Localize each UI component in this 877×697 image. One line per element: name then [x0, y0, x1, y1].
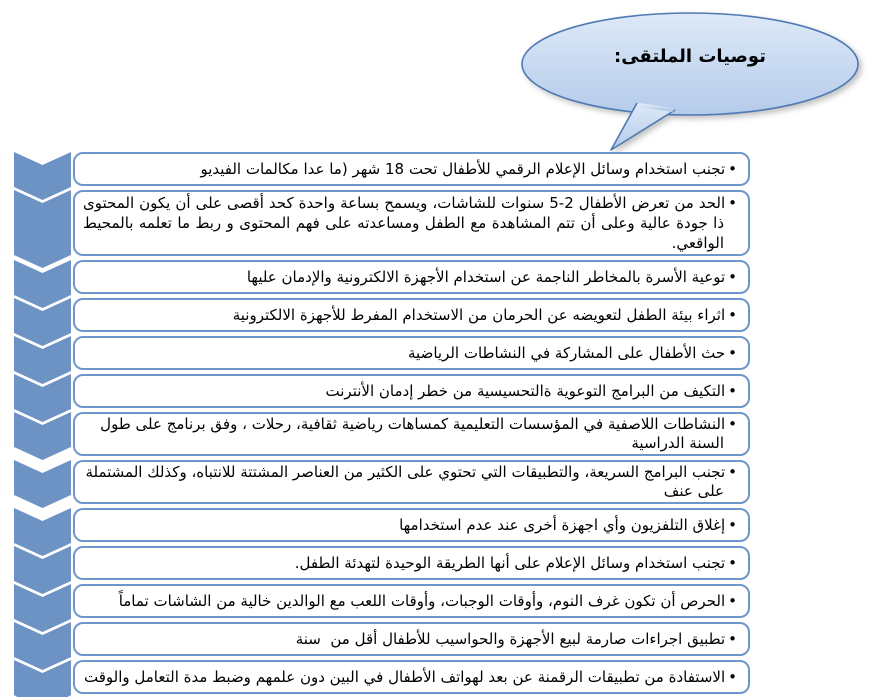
list-item-box — [73, 374, 750, 408]
chevron-down-icon — [14, 412, 71, 463]
list-item — [14, 584, 750, 618]
list-item-text: •توعية الأسرة بالمخاطر الناجمة عن استخدام الأجهزة الالكترونية والإدمان عليها — [246, 267, 737, 286]
bullet-glyph: • — [728, 305, 737, 324]
list-item-text: •النشاطات اللاصفية في المؤسسات التعليمية كمساهات رياضية ثقافية، رحلات ، وفق برنامج على طول السنة الدراسية — [100, 415, 737, 452]
list-item-text: •اثراء بيئة الطفل لتعويضه عن الحرمان من الاستخدام المفرط للأجهزة الالكترونية — [232, 305, 737, 324]
bullet-glyph: • — [728, 267, 737, 286]
speech-bubble — [505, 6, 877, 158]
list-item-box — [73, 336, 750, 370]
list-item-box — [73, 622, 750, 656]
list-item-text: •تجنب استخدام وسائل الإعلام على أنها الطريقة الوحيدة لتهدئة الطفل. — [294, 553, 737, 572]
list-item-box — [73, 660, 750, 694]
list-item — [14, 412, 750, 456]
chevron-down-icon — [14, 660, 71, 697]
list-item-box — [73, 546, 750, 580]
list-item — [14, 374, 750, 408]
bullet-glyph: • — [728, 463, 737, 481]
speech-bubble-shape — [505, 6, 877, 158]
chevron-down-icon — [14, 190, 71, 241]
list-item-text: •الاستفادة من تطبيقات الرقمنة عن بعد لهواتف الأطفال في البين دون علمهم وضبط مدة التعامل والوقت — [84, 667, 737, 686]
bullet-glyph: • — [728, 194, 737, 212]
list-item-box — [73, 298, 750, 332]
list-item — [14, 190, 750, 256]
list-item-box — [73, 460, 750, 504]
chevron-down-icon — [14, 460, 71, 511]
bullet-glyph: • — [728, 553, 737, 572]
list-item — [14, 546, 750, 580]
list-item-text: •حث الأطفال على المشاركة في النشاطات الرياضية — [408, 343, 737, 362]
list-item — [14, 508, 750, 542]
list-item — [14, 460, 750, 504]
list-item-text: •تطبيق اجراءات صارمة لبيع الأجهزة والحواسيب للأطفال أقل من سنة — [295, 629, 737, 648]
list-item-box — [73, 508, 750, 542]
bubble-title: توصيات الملتقى: — [614, 46, 766, 67]
bullet-glyph: • — [728, 381, 737, 400]
bullet-glyph: • — [728, 415, 737, 433]
bullet-glyph: • — [728, 159, 737, 178]
list-item — [14, 298, 750, 332]
list-item-box — [73, 260, 750, 294]
recommendations-list — [14, 152, 750, 694]
bullet-glyph: • — [728, 343, 737, 362]
list-item — [14, 336, 750, 370]
list-item-text: •تجنب استخدام وسائل الإعلام الرقمي للأطفال تحت 18 شهر (ما عدا مكالمات الفيديو — [200, 159, 737, 178]
list-item-text: •إغلاق التلفزيون وأي اجهزة أخرى عند عدم استخدامها — [399, 515, 737, 534]
list-item — [14, 622, 750, 656]
list-item-box — [73, 584, 750, 618]
list-item — [14, 152, 750, 186]
list-item — [14, 660, 750, 694]
bullet-glyph: • — [728, 515, 737, 534]
bullet-glyph: • — [728, 667, 737, 686]
list-item-box — [73, 412, 750, 456]
list-item-box — [73, 190, 750, 256]
list-item-text: •تجنب البرامج السريعة، والتطبيقات التي تحتوي على الكثير من العناصر المشتتة للانتباه، وكذلك المشتملة على عنف — [85, 463, 737, 500]
list-item-text: •الحرص أن تكون غرف النوم، وأوقات الوجبات، وأوقات اللعب مع الوالدين خالية من الشاشات تماماً — [118, 591, 737, 610]
list-item-box — [73, 152, 750, 186]
bullet-glyph: • — [728, 591, 737, 610]
bullet-glyph: • — [728, 629, 737, 648]
list-item-text: •الحد من تعرض الأطفال 2-5 سنوات للشاشات، ويسمح بساعة واحدة كحد أقصى على أن يكون المحتوى ذا جودة عالية وعلى أن تتم المشاهدة مع الطفل ومساعدته على فهم المحتوى و ربط ما تعلمه بالمحيط الواقعي. — [83, 194, 737, 252]
list-item-text: •التكيف من البرامج التوعوية ةالتحسيسية من خطر إدمان الأنترنت — [325, 381, 737, 400]
list-item — [14, 260, 750, 294]
